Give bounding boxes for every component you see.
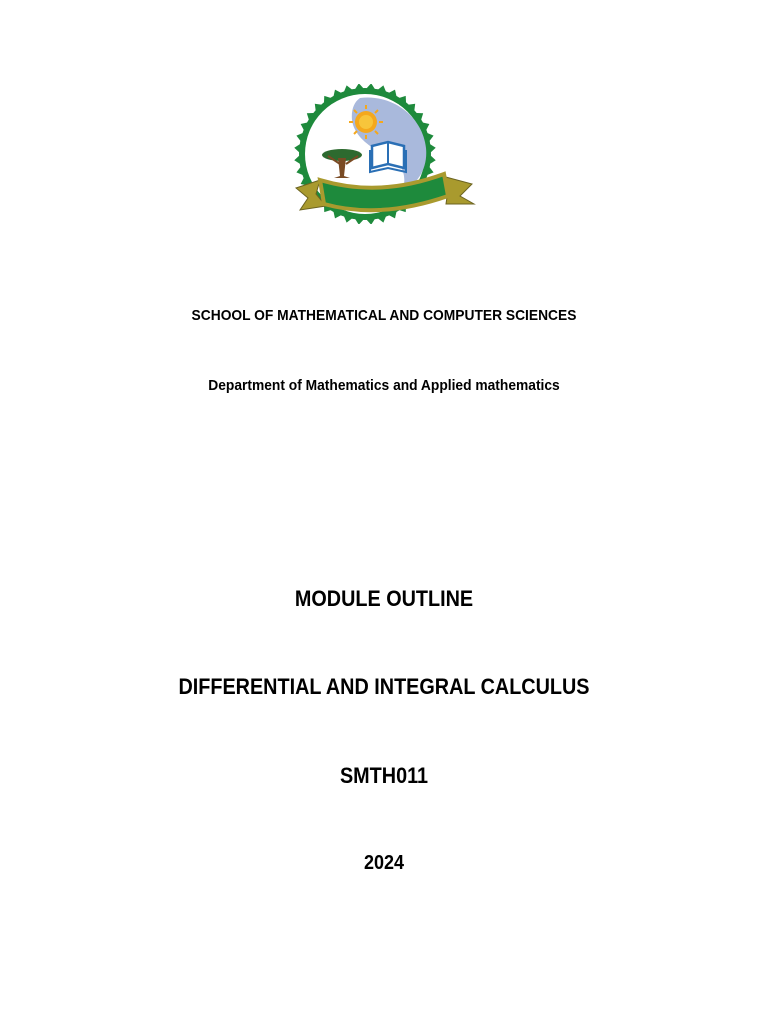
department-name: Department of Mathematics and Applied mathematics (208, 377, 560, 394)
module-code-heading: SMTH011 (339, 763, 429, 788)
crest-tooth (365, 84, 376, 91)
crest-tooth (354, 217, 365, 224)
crest-tooth (294, 143, 302, 154)
crest-tooth (365, 217, 376, 224)
year-heading: 2024 (363, 852, 405, 874)
document-type-heading: MODULE OUTLINE (294, 586, 474, 611)
module-name-heading: DIFFERENTIAL AND INTEGRAL CALCULUS (178, 674, 590, 699)
crest-tooth (428, 154, 436, 165)
university-crest-icon (290, 84, 480, 224)
school-name: SCHOOL OF MATHEMATICAL AND COMPUTER SCIENCES (191, 307, 577, 324)
crest-tooth (428, 143, 436, 154)
crest-tooth (294, 154, 302, 165)
open-book-icon (370, 142, 406, 172)
crest-tooth (354, 84, 365, 91)
